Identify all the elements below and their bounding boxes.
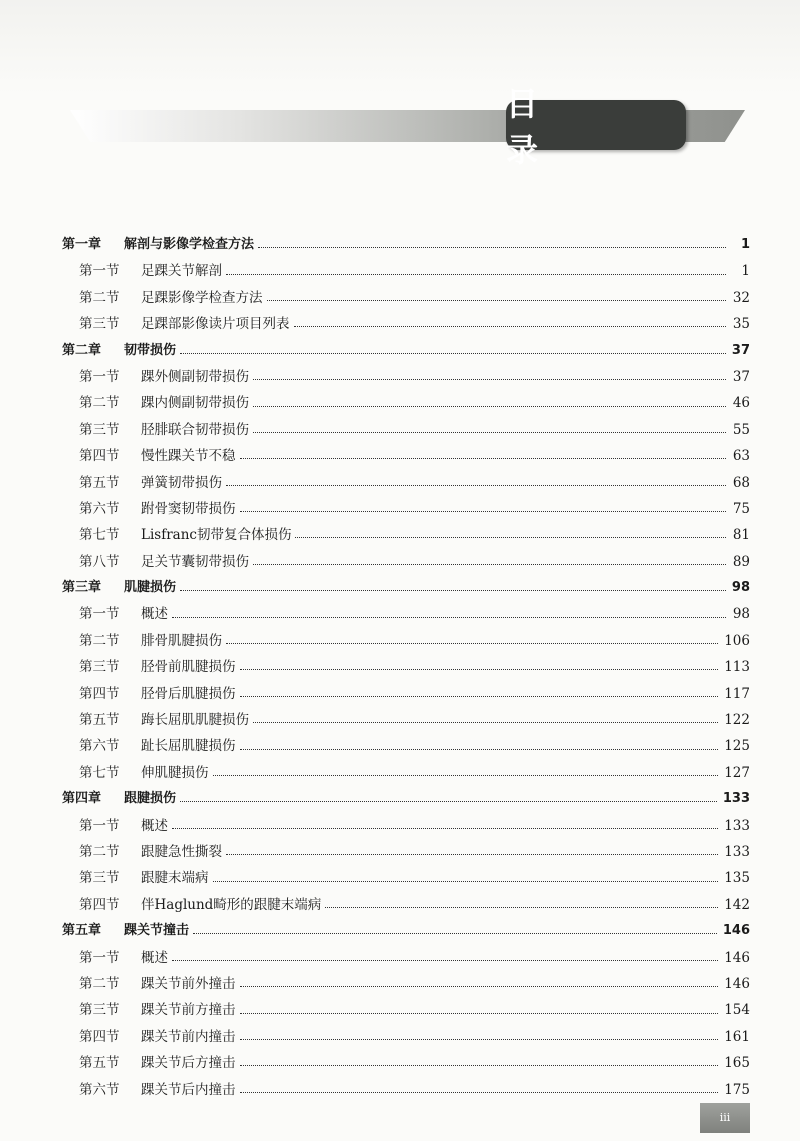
toc-entry-number: 第一节: [79, 263, 120, 280]
toc-page-number: 98: [732, 606, 750, 623]
toc-page-number: 37: [732, 368, 750, 385]
toc-section-row[interactable]: [62, 311, 750, 337]
toc-entry-title: 踇长屈肌肌腱损伤: [141, 712, 249, 729]
toc-page-number: 175: [724, 1081, 750, 1098]
dot-leader: [172, 959, 718, 961]
toc-entry-number: 第五章: [62, 923, 102, 939]
toc-entry-number: 第四节: [79, 1028, 120, 1045]
toc-entry-number: 第八节: [79, 553, 120, 570]
toc-entry-title: 踝关节撞击: [124, 923, 190, 939]
toc-entry-title: 解剖与影像学检查方法: [124, 237, 255, 252]
dot-leader: [258, 246, 726, 248]
toc-section-row[interactable]: [62, 707, 750, 733]
table-of-contents: [62, 232, 750, 1103]
toc-entry-title: 弹簧韧带损伤: [141, 474, 222, 491]
toc-section-row[interactable]: [62, 470, 750, 496]
dot-leader: [240, 748, 719, 750]
toc-page-number: 165: [724, 1055, 750, 1072]
dot-leader: [226, 853, 718, 855]
dot-leader: [253, 563, 726, 565]
toc-entry-number: 第二章: [62, 342, 102, 358]
toc-page-number: 146: [724, 975, 750, 992]
dot-leader: [267, 299, 727, 301]
dot-leader: [180, 589, 726, 591]
toc-page-number: 142: [724, 896, 750, 913]
toc-entry-title: 足踝关节解剖: [141, 263, 222, 280]
toc-title-box: [506, 85, 686, 169]
toc-section-row[interactable]: [62, 1050, 750, 1076]
toc-page-number: 75: [732, 500, 750, 517]
toc-section-row[interactable]: [62, 1077, 750, 1103]
toc-entry-title: 踝关节后内撞击: [141, 1081, 236, 1098]
toc-entry-title: 肌腱损伤: [124, 580, 177, 596]
toc-section-row[interactable]: [62, 443, 750, 469]
toc-entry-title: 足关节囊韧带损伤: [141, 553, 249, 570]
toc-entry-number: 第一章: [62, 237, 102, 252]
dot-leader: [240, 1038, 719, 1040]
dot-leader: [226, 484, 726, 486]
toc-section-row[interactable]: [62, 601, 750, 627]
dot-leader: [325, 906, 718, 908]
toc-entry-title: 胫骨前肌腱损伤: [141, 659, 236, 676]
toc-page-number: 1: [740, 237, 750, 252]
toc-page-number: 122: [724, 712, 750, 729]
dot-leader: [240, 668, 719, 670]
toc-section-row[interactable]: [62, 892, 750, 918]
toc-entry-number: 第三节: [79, 421, 120, 438]
toc-section-row[interactable]: [62, 865, 750, 891]
toc-page-number: 63: [732, 448, 750, 465]
toc-entry-number: 第四章: [62, 791, 102, 807]
toc-section-row[interactable]: [62, 364, 750, 390]
toc-page-number: 68: [732, 474, 750, 491]
toc-section-row[interactable]: [62, 549, 750, 575]
toc-entry-title: 踝外侧副韧带损伤: [141, 368, 249, 385]
toc-entry-number: 第四节: [79, 896, 120, 913]
dot-leader: [253, 378, 726, 380]
toc-page-number: 135: [724, 870, 750, 887]
toc-chapter-row[interactable]: [62, 786, 750, 812]
toc-chapter-row[interactable]: [62, 918, 750, 944]
toc-page-number: 113: [724, 659, 750, 676]
dot-leader: [213, 880, 719, 882]
toc-section-row[interactable]: [62, 417, 750, 443]
dot-leader: [240, 1064, 719, 1066]
toc-entry-number: 第六节: [79, 1081, 120, 1098]
toc-chapter-row[interactable]: [62, 338, 750, 364]
toc-section-row[interactable]: [62, 258, 750, 284]
dot-leader: [240, 695, 719, 697]
toc-entry-title: 踝关节后方撞击: [141, 1055, 236, 1072]
dot-leader: [226, 273, 726, 275]
toc-page-number: 154: [724, 1002, 750, 1019]
dot-leader: [253, 405, 726, 407]
toc-chapter-row[interactable]: [62, 575, 750, 601]
dot-leader: [253, 721, 718, 723]
toc-page-number: 146: [722, 923, 750, 939]
toc-section-row[interactable]: [62, 628, 750, 654]
toc-entry-title: 胫骨后肌腱损伤: [141, 685, 236, 702]
toc-entry-title: 踝关节前内撞击: [141, 1028, 236, 1045]
toc-entry-number: 第三节: [79, 659, 120, 676]
toc-entry-title: 伴Haglund畸形的跟腱末端病: [141, 896, 322, 913]
toc-chapter-row[interactable]: [62, 232, 750, 258]
toc-page-number: 1: [741, 263, 750, 280]
toc-entry-number: 第七节: [79, 527, 120, 544]
toc-section-row[interactable]: [62, 813, 750, 839]
toc-entry-title: Lisfranc韧带复合体损伤: [141, 527, 292, 544]
toc-page-number: 98: [731, 580, 750, 596]
toc-page-number: 35: [732, 316, 750, 333]
toc-section-row[interactable]: [62, 733, 750, 759]
toc-page-number: 133: [724, 817, 750, 834]
toc-page-number: 133: [722, 791, 750, 807]
dot-leader: [240, 1012, 719, 1014]
toc-entry-title: 伸肌腱损伤: [141, 764, 209, 781]
toc-entry-number: 第三节: [79, 870, 120, 887]
dot-leader: [295, 536, 726, 538]
dot-leader: [172, 616, 726, 618]
toc-section-row[interactable]: [62, 390, 750, 416]
toc-entry-title: 概述: [141, 949, 168, 966]
dot-leader: [240, 1091, 719, 1093]
toc-entry-title: 跟腱损伤: [124, 791, 177, 807]
toc-entry-number: 第五节: [79, 1055, 120, 1072]
toc-section-row[interactable]: [62, 839, 750, 865]
toc-page-number: 55: [732, 421, 750, 438]
toc-entry-number: 第二节: [79, 289, 120, 306]
dot-leader: [294, 325, 727, 327]
toc-page-number: 125: [724, 738, 750, 755]
toc-entry-number: 第三章: [62, 580, 102, 596]
page-number: iii: [719, 1111, 731, 1124]
toc-entry-title: 韧带损伤: [124, 342, 177, 358]
dot-leader: [240, 457, 727, 459]
toc-entry-title: 概述: [141, 817, 168, 834]
toc-entry-number: 第三节: [79, 316, 120, 333]
dot-leader: [240, 985, 719, 987]
dot-leader: [193, 932, 717, 934]
toc-section-row[interactable]: [62, 971, 750, 997]
toc-page-number: 127: [724, 764, 750, 781]
toc-section-row[interactable]: [62, 945, 750, 971]
toc-entry-number: 第五节: [79, 712, 120, 729]
toc-entry-title: 趾长屈肌腱损伤: [141, 738, 236, 755]
toc-entry-number: 第六节: [79, 738, 120, 755]
dot-leader: [180, 352, 726, 354]
toc-section-row[interactable]: [62, 496, 750, 522]
toc-entry-title: 踝内侧副韧带损伤: [141, 395, 249, 412]
toc-entry-title: 踝关节前方撞击: [141, 1002, 236, 1019]
toc-entry-title: 胫腓联合韧带损伤: [141, 421, 249, 438]
toc-entry-number: 第七节: [79, 764, 120, 781]
toc-section-row[interactable]: [62, 760, 750, 786]
toc-entry-number: 第一节: [79, 817, 120, 834]
toc-page-number: 46: [732, 395, 750, 412]
toc-entry-number: 第二节: [79, 843, 120, 860]
toc-entry-number: 第一节: [79, 949, 120, 966]
toc-entry-number: 第三节: [79, 1002, 120, 1019]
toc-page-number: 106: [724, 632, 750, 649]
toc-section-row[interactable]: [62, 681, 750, 707]
dot-leader: [180, 800, 717, 802]
toc-page-number: 146: [724, 949, 750, 966]
toc-entry-title: 踝关节前外撞击: [141, 975, 236, 992]
toc-entry-number: 第五节: [79, 474, 120, 491]
toc-entry-number: 第四节: [79, 448, 120, 465]
toc-entry-number: 第二节: [79, 632, 120, 649]
toc-section-row[interactable]: [62, 997, 750, 1023]
toc-page-number: 117: [724, 685, 750, 702]
toc-page-number: 37: [731, 342, 750, 358]
toc-entry-title: 足踝影像学检查方法: [141, 289, 263, 306]
toc-entry-title: 跟腱急性撕裂: [141, 843, 222, 860]
toc-section-row[interactable]: [62, 285, 750, 311]
dot-leader: [213, 774, 719, 776]
dot-leader: [226, 642, 718, 644]
toc-entry-number: 第一节: [79, 606, 120, 623]
toc-entry-title: 概述: [141, 606, 168, 623]
toc-entry-title: 足踝部影像读片项目列表: [141, 316, 290, 333]
toc-section-row[interactable]: [62, 522, 750, 548]
toc-entry-number: 第四节: [79, 685, 120, 702]
toc-section-row[interactable]: [62, 654, 750, 680]
toc-page-number: 161: [724, 1028, 750, 1045]
toc-entry-title: 慢性踝关节不稳: [141, 448, 236, 465]
dot-leader: [172, 827, 718, 829]
toc-entry-title: 跗骨窦韧带损伤: [141, 500, 236, 517]
toc-entry-title: 跟腱末端病: [141, 870, 209, 887]
dot-leader: [253, 431, 726, 433]
dot-leader: [240, 510, 727, 512]
toc-page-number: 32: [732, 289, 750, 306]
toc-entry-number: 第一节: [79, 368, 120, 385]
toc-page-number: 133: [724, 843, 750, 860]
page-number-tab: [700, 1103, 750, 1133]
toc-entry-number: 第二节: [79, 395, 120, 412]
toc-entry-number: 第六节: [79, 500, 120, 517]
toc-entry-number: 第二节: [79, 975, 120, 992]
page-title: 目 录: [506, 85, 659, 169]
toc-page-number: 81: [732, 527, 750, 544]
toc-section-row[interactable]: [62, 1024, 750, 1050]
toc-page-number: 89: [732, 553, 750, 570]
toc-entry-title: 腓骨肌腱损伤: [141, 632, 222, 649]
